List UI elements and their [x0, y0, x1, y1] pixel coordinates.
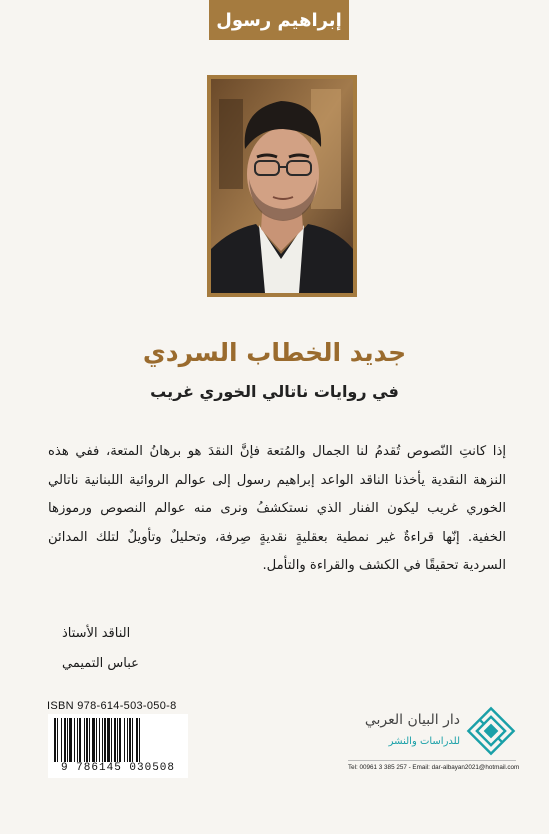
isbn-label: ISBN 978-614-503-050-8 — [47, 700, 177, 712]
author-name-band — [209, 0, 349, 40]
book-title: جديد الخطاب السردي — [142, 338, 407, 367]
barcode — [48, 714, 188, 778]
book-subtitle: في روايات ناتالي الخوري غريب — [150, 382, 399, 401]
author-photo-frame — [207, 75, 357, 297]
barcode-bars — [54, 718, 182, 762]
back-cover-blurb: إذا كانتِ النّصوص تُقدمُ لنا الجمال والمُتعة فإنَّ النقدَ هو برهانُ المتعة، ففي هذه النزهة النقدية يأخذنا الناقد الواعد إبراهيم رسول إلى عوالم الروائية اللبنانية ناتالي الخوري غريب ليكون الفنار الذي نستكشفُ ونرى منه عوالم النصوص ورموزها الخفية. إنّها قراءةٌ غير نمطية بعقليةٍ نقديةٍ صِرفة، وتحليلٌ وتأويلٌ لتلك المدائن السردية تحقيقًا في الكشف والقراءة والتأمل. — [48, 444, 506, 573]
critic-role: الناقد الأستاذ — [62, 626, 131, 641]
publisher-logo-icon — [465, 705, 517, 757]
critic-name: عباس التميمي — [62, 656, 139, 671]
publisher-contact: Tel: 00961 3 385 257 - Email: dar-albayan2021@hotmail.com — [348, 760, 516, 771]
author-name: إبراهيم رسول — [216, 9, 342, 31]
publisher-tagline: للدراسات والنشر — [388, 736, 460, 747]
publisher-name: دار البيان العربي — [364, 712, 460, 728]
author-photo — [211, 79, 353, 293]
barcode-digits: 9 786145 030508 — [60, 762, 176, 774]
